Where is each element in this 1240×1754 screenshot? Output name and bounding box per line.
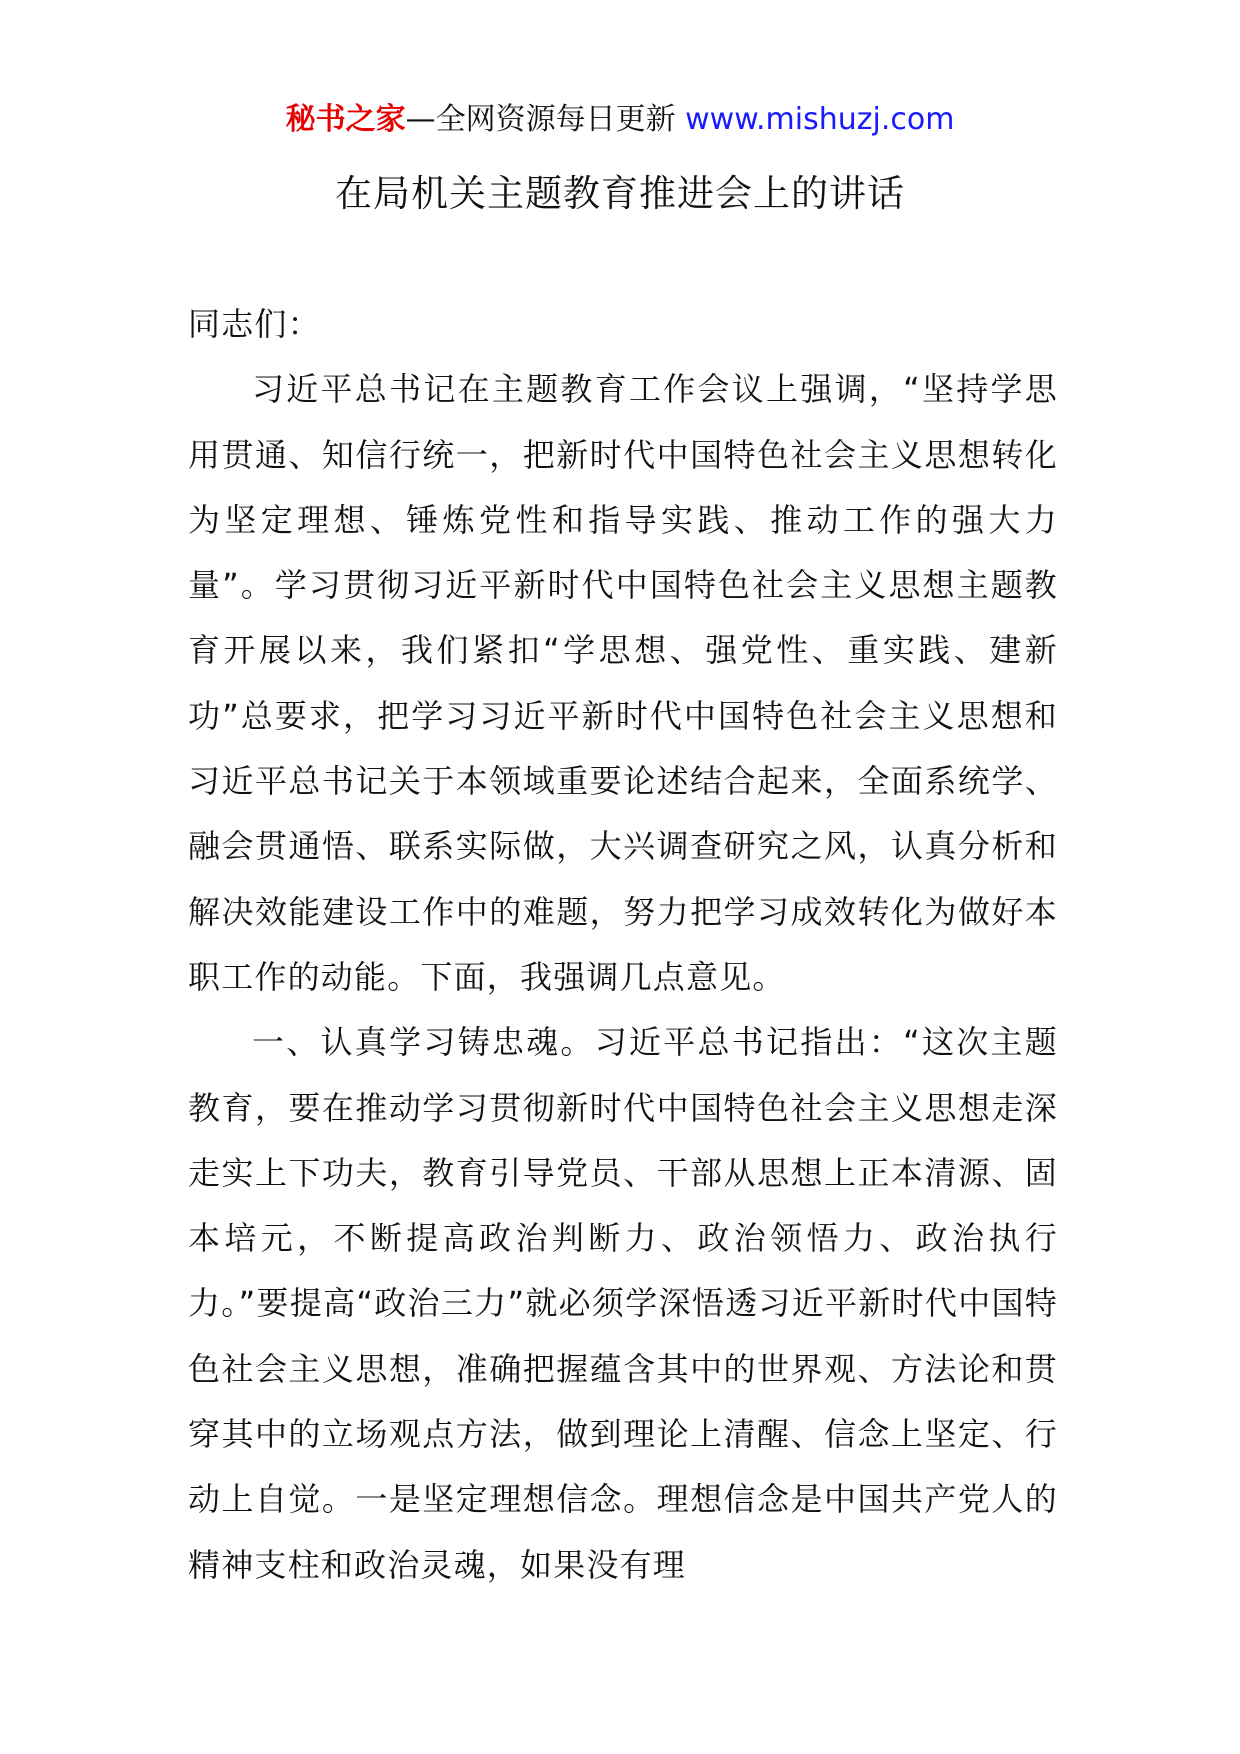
document-title: 在局机关主题教育推进会上的讲话 <box>335 172 905 215</box>
site-name: 秘书之家 <box>285 102 406 137</box>
salutation: 同志们： <box>188 305 321 343</box>
site-url-link[interactable]: www.mishuzj.com <box>685 102 955 137</box>
document-body <box>188 292 1058 1598</box>
paragraph-intro: 习近平总书记在主题教育工作会议上强调，“坚持学思用贯通、知信行统一，把新时代中国特色社会主义思想转化为坚定理想、锤炼党性和指导实践、推动工作的强大力量”。学习贯彻习近平新时代中国特色社会主义思想主题教育开展以来，我们紧扣“学思想、强党性、重实践、建新功”总要求，把学习习近平新时代中国特色社会主义思想和习近平总书记关于本领域重要论述结合起来，全面系统学、融会贯通悟、联系实际做，大兴调查研究之风，认真分析和解决效能建设工作中的难题，努力把学习成效转化为做好本职工作的动能。下面，我强调几点意见。 <box>188 370 1058 996</box>
paragraph-section-one: 一、认真学习铸忠魂。习近平总书记指出：“这次主题教育，要在推动学习贯彻新时代中国特色社会主义思想走深走实上下功夫，教育引导党员、干部从思想上正本清源、固本培元，不断提高政治判断力、政治领悟力、政治执行力。”要提高“政治三力”就必须学深悟透习近平新时代中国特色社会主义思想，准确把握蕴含其中的世界观、方法论和贯穿其中的立场观点方法，做到理论上清醒、信念上坚定、行动上自觉。一是坚定理想信念。理想信念是中国共产党人的精神支柱和政治灵魂，如果没有理 <box>188 1023 1058 1584</box>
site-banner <box>0 100 1240 140</box>
site-tagline: —全网资源每日更新 <box>405 102 686 137</box>
